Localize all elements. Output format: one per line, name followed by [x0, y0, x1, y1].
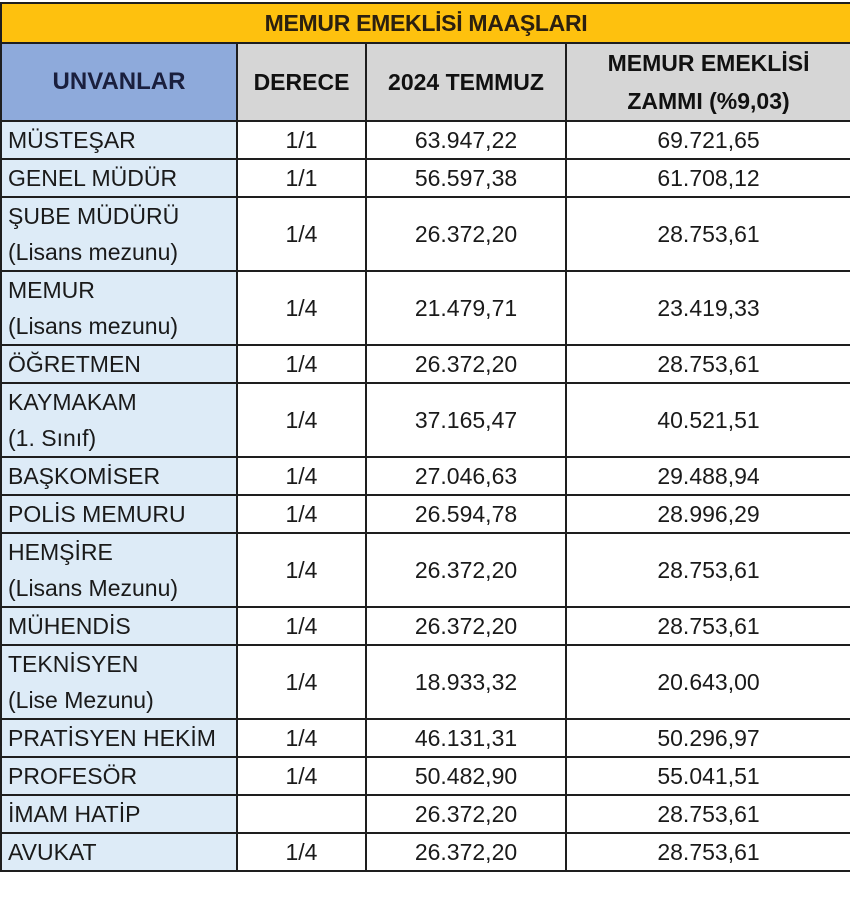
header-zam-line2: ZAMMI (%9,03)	[627, 88, 790, 114]
cell-zam: 40.521,51	[566, 383, 850, 457]
cell-2024-temmuz: 56.597,38	[366, 159, 566, 197]
table-row	[1, 757, 850, 795]
cell-unvan	[1, 833, 237, 871]
unvan-title: PRATİSYEN HEKİM	[8, 725, 216, 751]
cell-2024-temmuz: 21.479,71	[366, 271, 566, 345]
cell-zam: 28.753,61	[566, 345, 850, 383]
cell-unvan	[1, 159, 237, 197]
cell-2024-temmuz: 46.131,31	[366, 719, 566, 757]
cell-unvan	[1, 607, 237, 645]
cell-2024-temmuz: 26.372,20	[366, 533, 566, 607]
cell-derece: 1/4	[237, 271, 366, 345]
cell-2024-temmuz: 50.482,90	[366, 757, 566, 795]
cell-zam: 29.488,94	[566, 457, 850, 495]
cell-derece: 1/4	[237, 383, 366, 457]
table-row	[1, 719, 850, 757]
cell-derece: 1/4	[237, 719, 366, 757]
cell-unvan	[1, 495, 237, 533]
unvan-subtitle: (1. Sınıf)	[8, 425, 97, 451]
cell-derece: 1/4	[237, 457, 366, 495]
unvan-title: HEMŞİRE	[8, 539, 113, 565]
table-row	[1, 533, 850, 607]
unvan-title: MÜSTEŞAR	[8, 127, 136, 153]
table-title: MEMUR EMEKLİSİ MAAŞLARI	[1, 3, 850, 43]
cell-zam: 28.753,61	[566, 795, 850, 833]
unvan-subtitle: (Lisans Mezunu)	[8, 575, 179, 601]
cell-zam: 55.041,51	[566, 757, 850, 795]
table-row	[1, 607, 850, 645]
table-row	[1, 833, 850, 871]
unvan-subtitle: (Lisans mezunu)	[8, 239, 179, 265]
cell-derece	[237, 795, 366, 833]
cell-derece: 1/4	[237, 757, 366, 795]
cell-zam: 28.753,61	[566, 197, 850, 271]
cell-derece: 1/4	[237, 495, 366, 533]
cell-derece: 1/4	[237, 607, 366, 645]
cell-zam: 23.419,33	[566, 271, 850, 345]
cell-zam: 20.643,00	[566, 645, 850, 719]
unvan-title: ÖĞRETMEN	[8, 351, 141, 377]
cell-derece: 1/4	[237, 345, 366, 383]
cell-derece: 1/4	[237, 833, 366, 871]
cell-unvan	[1, 383, 237, 457]
cell-unvan	[1, 345, 237, 383]
cell-zam: 69.721,65	[566, 121, 850, 159]
cell-zam: 28.753,61	[566, 833, 850, 871]
unvan-title: MEMUR	[8, 277, 95, 303]
cell-derece: 1/1	[237, 159, 366, 197]
cell-2024-temmuz: 37.165,47	[366, 383, 566, 457]
table-row	[1, 457, 850, 495]
cell-2024-temmuz: 27.046,63	[366, 457, 566, 495]
cell-unvan	[1, 795, 237, 833]
table-row	[1, 795, 850, 833]
cell-zam: 28.753,61	[566, 607, 850, 645]
header-unvanlar: UNVANLAR	[1, 43, 237, 121]
cell-2024-temmuz: 26.372,20	[366, 607, 566, 645]
header-2024-temmuz: 2024 TEMMUZ	[366, 43, 566, 121]
table-body	[1, 121, 850, 871]
unvan-title: BAŞKOMİSER	[8, 463, 161, 489]
cell-unvan	[1, 757, 237, 795]
cell-zam: 28.753,61	[566, 533, 850, 607]
cell-derece: 1/4	[237, 197, 366, 271]
cell-unvan	[1, 271, 237, 345]
cell-unvan	[1, 645, 237, 719]
cell-2024-temmuz: 26.594,78	[366, 495, 566, 533]
cell-derece: 1/1	[237, 121, 366, 159]
cell-unvan	[1, 457, 237, 495]
cell-derece: 1/4	[237, 645, 366, 719]
unvan-subtitle: (Lisans mezunu)	[8, 313, 179, 339]
header-zam	[566, 43, 850, 121]
cell-unvan	[1, 533, 237, 607]
header-zam-line1: MEMUR EMEKLİSİ	[607, 50, 810, 76]
cell-unvan	[1, 719, 237, 757]
salary-table	[0, 2, 850, 872]
unvan-title: KAYMAKAM	[8, 389, 137, 415]
table-row	[1, 645, 850, 719]
cell-zam: 28.996,29	[566, 495, 850, 533]
cell-derece: 1/4	[237, 533, 366, 607]
table-row	[1, 197, 850, 271]
cell-zam: 61.708,12	[566, 159, 850, 197]
unvan-title: POLİS MEMURU	[8, 501, 186, 527]
unvan-title: TEKNİSYEN	[8, 651, 139, 677]
unvan-title: MÜHENDİS	[8, 613, 131, 639]
cell-2024-temmuz: 26.372,20	[366, 345, 566, 383]
cell-2024-temmuz: 18.933,32	[366, 645, 566, 719]
unvan-title: GENEL MÜDÜR	[8, 165, 178, 191]
unvan-title: ŞUBE MÜDÜRÜ	[8, 203, 180, 229]
cell-unvan	[1, 121, 237, 159]
cell-2024-temmuz: 63.947,22	[366, 121, 566, 159]
table-row	[1, 121, 850, 159]
unvan-title: PROFESÖR	[8, 763, 138, 789]
cell-zam: 50.296,97	[566, 719, 850, 757]
table-row	[1, 495, 850, 533]
cell-2024-temmuz: 26.372,20	[366, 795, 566, 833]
header-derece: DERECE	[237, 43, 366, 121]
table-row	[1, 345, 850, 383]
cell-2024-temmuz: 26.372,20	[366, 833, 566, 871]
unvan-subtitle: (Lise Mezunu)	[8, 687, 154, 713]
cell-2024-temmuz: 26.372,20	[366, 197, 566, 271]
cell-unvan	[1, 197, 237, 271]
table-row	[1, 159, 850, 197]
table-row	[1, 383, 850, 457]
table-row	[1, 271, 850, 345]
unvan-title: İMAM HATİP	[8, 801, 141, 827]
unvan-title: AVUKAT	[8, 839, 97, 865]
